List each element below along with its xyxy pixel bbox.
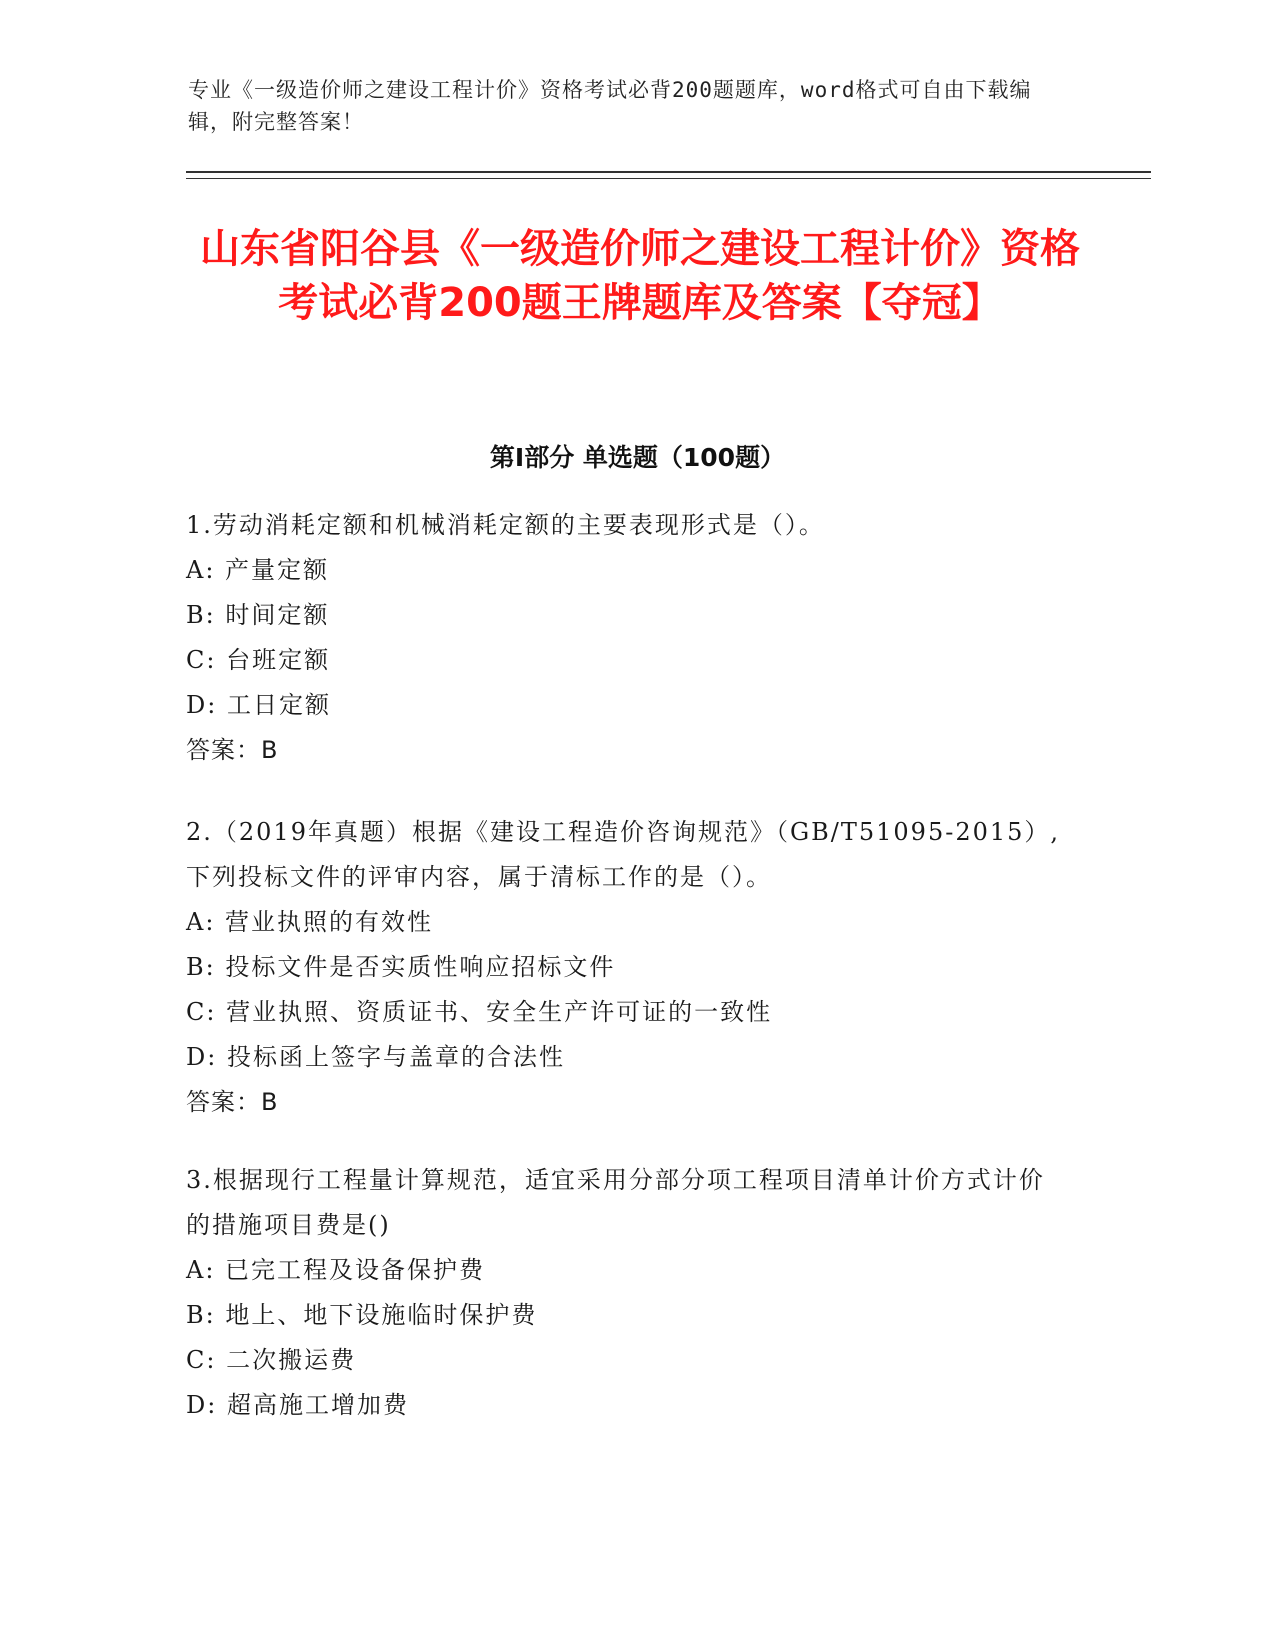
question-stem: 1.劳动消耗定额和机械消耗定额的主要表现形式是（）。 [186, 511, 825, 539]
answer: 答案：B [186, 736, 279, 764]
question-2 [186, 810, 1066, 1125]
header-note: 专业《一级造价师之建设工程计价》资格考试必背200题题库，word格式可自由下载编辑，附完整答案！ [188, 78, 1032, 134]
option-a: A: 已完工程及设备保护费 [186, 1256, 486, 1284]
option-c: C: 营业执照、资质证书、安全生产许可证的一致性 [186, 998, 773, 1026]
section-title: 第Ⅰ部分 单选题（100题） [489, 443, 786, 472]
question-1 [186, 503, 1066, 773]
question-stem: 2.（2019年真题）根据《建设工程造价咨询规范》（GB/T51095-2015）,下列投标文件的评审内容，属于清标工作的是（）。 [186, 818, 1061, 891]
document-title: 山东省阳谷县《一级造价师之建设工程计价》资格考试必背200题王牌题库及答案【夺冠】 [200, 226, 1080, 326]
option-d: D: 投标函上签字与盖章的合法性 [186, 1043, 565, 1071]
option-d: D: 超高施工增加费 [186, 1391, 409, 1419]
header-rule-bottom [186, 178, 1151, 179]
option-b: B: 投标文件是否实质性响应招标文件 [186, 953, 616, 981]
question-stem: 3.根据现行工程量计算规范，适宜采用分部分项工程项目清单计价方式计价的措施项目费是() [186, 1166, 1045, 1239]
answer: 答案：B [186, 1088, 279, 1116]
option-b: B: 时间定额 [186, 601, 330, 629]
option-a: A: 产量定额 [186, 556, 330, 584]
option-b: B: 地上、地下设施临时保护费 [186, 1301, 538, 1329]
option-c: C: 二次搬运费 [186, 1346, 357, 1374]
option-a: A: 营业执照的有效性 [186, 908, 434, 936]
question-3 [186, 1158, 1066, 1428]
option-c: C: 台班定额 [186, 646, 331, 674]
option-d: D: 工日定额 [186, 691, 331, 719]
header-rule-top [186, 171, 1151, 173]
